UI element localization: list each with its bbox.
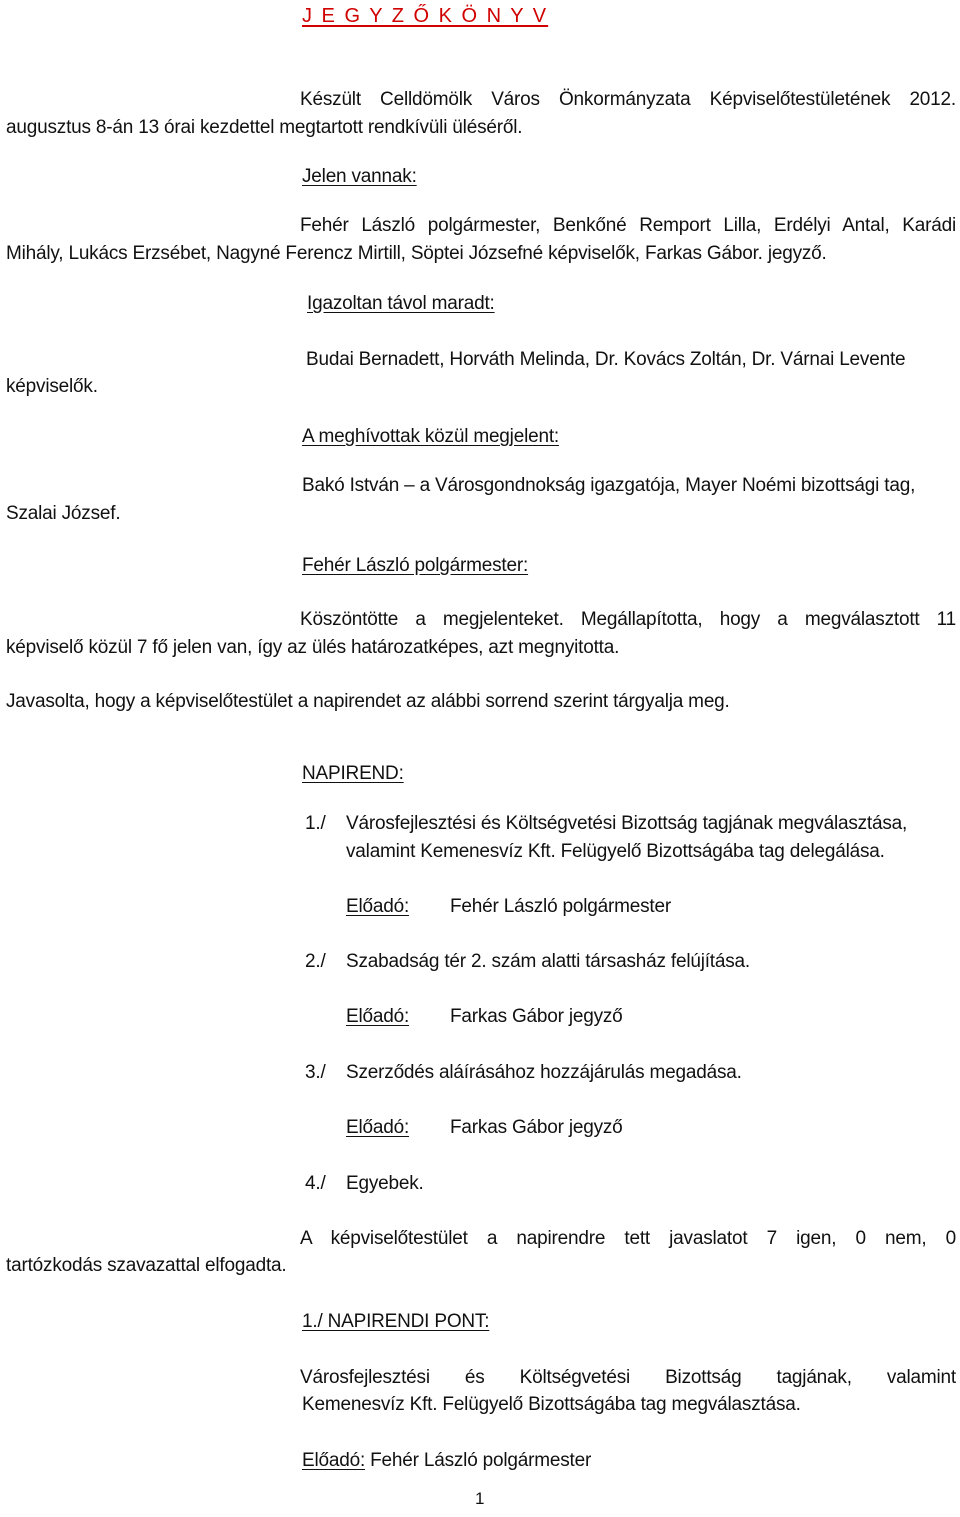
agenda-item-1-text: Városfejlesztési és Költségvetési Bizottság tagjának megválasztása, <box>346 813 908 834</box>
agenda-item-4-number: 4./ <box>305 1173 326 1194</box>
agenda-heading: NAPIREND: <box>302 763 404 784</box>
point1-heading: 1./ NAPIRENDI PONT: <box>302 1311 490 1332</box>
point1-presenter-label: Előadó: <box>302 1450 366 1471</box>
page-number: 1 <box>475 1489 485 1508</box>
agenda-item-3-presenter-label: Előadó: <box>346 1117 410 1138</box>
agenda-item-3-text: Szerződés aláírásához hozzájárulás megadása. <box>346 1062 742 1083</box>
point1-presenter-name: Fehér László polgármester <box>365 1450 592 1471</box>
agenda-item-1-number: 1./ <box>305 813 326 834</box>
document-title: J E G Y Z Ő K Ö N Y V <box>302 5 549 27</box>
mayor-line-3: Javasolta, hogy a képviselőtestület a napirendet az alábbi sorrend szerint tárgyalja meg. <box>6 691 730 712</box>
invited-heading: A meghívottak közül megjelent: <box>302 426 559 447</box>
absent-line-1: Budai Bernadett, Horváth Melinda, Dr. Kovács Zoltán, Dr. Várnai Levente <box>306 349 906 370</box>
point1-line-1: Városfejlesztési és Költségvetési Bizottság tagjának, valamint <box>300 1367 956 1388</box>
point1-presenter <box>302 1451 591 1470</box>
present-line-2: Mihály, Lukács Erzsébet, Nagyné Ferencz Mirtill, Söptei Józsefné képviselők, Farkas Gábor. jegyző. <box>6 243 827 264</box>
agenda-item-1-text-cont: valamint Kemenesvíz Kft. Felügyelő Bizottságába tag delegálása. <box>346 841 885 862</box>
agenda-item-2-presenter: Farkas Gábor jegyző <box>450 1006 623 1027</box>
agenda-item-3-number: 3./ <box>305 1062 326 1083</box>
agenda-item-2-text: Szabadság tér 2. szám alatti társasház felújítása. <box>346 951 750 972</box>
absent-heading: Igazoltan távol maradt: <box>307 293 495 314</box>
agenda-item-1-presenter: Fehér László polgármester <box>450 896 671 917</box>
vote-line-2: tartózkodás szavazattal elfogadta. <box>6 1255 287 1276</box>
intro-line-2: augusztus 8-án 13 órai kezdettel megtartott rendkívüli üléséről. <box>6 117 523 138</box>
mayor-line-2: képviselő közül 7 fő jelen van, így az ülés határozatképes, azt megnyitotta. <box>6 637 620 658</box>
agenda-item-1-presenter-label: Előadó: <box>346 896 410 917</box>
agenda-item-2-presenter-label: Előadó: <box>346 1006 410 1027</box>
invited-line-2: Szalai József. <box>6 503 121 524</box>
present-heading: Jelen vannak: <box>302 166 417 187</box>
point1-line-2: Kemenesvíz Kft. Felügyelő Bizottságába tag megválasztása. <box>302 1394 801 1415</box>
present-line-1: Fehér László polgármester, Benkőné Remport Lilla, Erdélyi Antal, Karádi <box>300 215 956 236</box>
agenda-item-2-number: 2./ <box>305 951 326 972</box>
agenda-item-3-presenter: Farkas Gábor jegyző <box>450 1117 623 1138</box>
absent-line-2: képviselők. <box>6 376 98 397</box>
intro-line-1: Készült Celldömölk Város Önkormányzata Képviselőtestületének 2012. <box>300 89 956 110</box>
mayor-heading: Fehér László polgármester: <box>302 555 529 576</box>
vote-line-1: A képviselőtestület a napirendre tett javaslatot 7 igen, 0 nem, 0 <box>300 1228 956 1249</box>
mayor-line-1: Köszöntötte a megjelenteket. Megállapította, hogy a megválasztott 11 <box>300 609 956 630</box>
agenda-item-4-text: Egyebek. <box>346 1173 424 1194</box>
invited-line-1: Bakó István – a Városgondnokság igazgatója, Mayer Noémi bizottsági tag, <box>302 475 916 496</box>
